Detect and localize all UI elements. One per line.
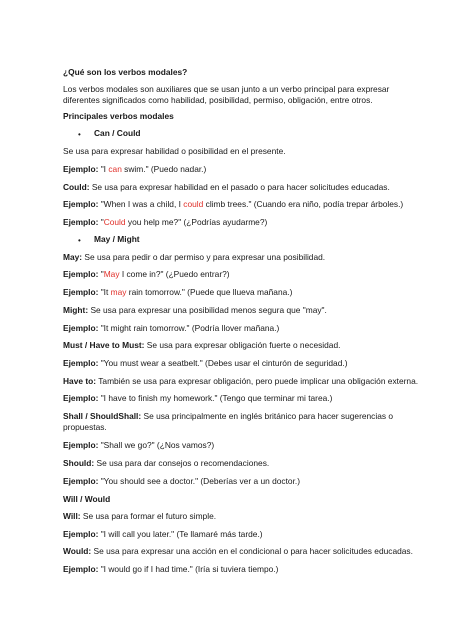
bullet-dot: • bbox=[78, 130, 81, 139]
definition-text: Se usa para expresar una posibilidad menos segura que "may". bbox=[88, 305, 327, 315]
example-label: Ejemplo: bbox=[63, 564, 99, 574]
example-pre: " bbox=[98, 217, 104, 227]
example-pre: "When I was a child, I bbox=[98, 199, 184, 209]
could-definition bbox=[63, 182, 390, 193]
example-label: Ejemplo: bbox=[63, 269, 99, 279]
example-post: rain tomorrow." (Puede que llueva mañana.) bbox=[126, 287, 293, 297]
example-could-past bbox=[63, 199, 403, 210]
example-text: "It might rain tomorrow." (Podría llover mañana.) bbox=[98, 323, 280, 333]
example-label: Ejemplo: bbox=[63, 217, 99, 227]
example-pre: "I bbox=[98, 164, 109, 174]
example-shall bbox=[63, 440, 214, 451]
modal-highlight: Could bbox=[103, 217, 126, 227]
definition-text: Se usa para expresar obligación fuerte o necesidad. bbox=[144, 340, 341, 350]
definition-label: Should: bbox=[63, 458, 95, 468]
section-heading: Principales verbos modales bbox=[63, 111, 174, 121]
example-label: Ejemplo: bbox=[63, 476, 99, 486]
will-definition bbox=[63, 511, 216, 522]
example-may-permission bbox=[63, 269, 230, 280]
would-definition bbox=[63, 546, 413, 557]
modal-highlight: could bbox=[183, 199, 204, 209]
example-have-to bbox=[63, 393, 332, 404]
should-definition bbox=[63, 458, 269, 469]
have-to-definition bbox=[63, 376, 418, 387]
definition-label: Might: bbox=[63, 305, 89, 315]
definition-text: Se usa para dar consejos o recomendaciones. bbox=[94, 458, 270, 468]
definition-label: Will: bbox=[63, 511, 81, 521]
bullet-may-might: May / Might bbox=[94, 234, 140, 244]
bullet-dot: • bbox=[78, 236, 81, 245]
definition-text: Se usa para pedir o dar permiso y para expresar una posibilidad. bbox=[82, 252, 326, 262]
definition-label: Could: bbox=[63, 182, 90, 192]
modal-highlight: may bbox=[110, 287, 127, 297]
example-label: Ejemplo: bbox=[63, 393, 99, 403]
example-text: "I will call you later." (Te llamaré más tarde.) bbox=[98, 529, 263, 539]
example-post: climb trees." (Cuando era niño, podía trepar árboles.) bbox=[203, 199, 404, 209]
doc-title: ¿Qué son los verbos modales? bbox=[63, 67, 188, 77]
modal-highlight: can bbox=[108, 164, 122, 174]
definition-text: Se usa principalmente en inglés británico para hacer sugerencias o propuestas. bbox=[63, 411, 394, 432]
example-label: Ejemplo: bbox=[63, 529, 99, 539]
example-could-request bbox=[63, 217, 267, 228]
example-must bbox=[63, 358, 348, 369]
example-text: "You must wear a seatbelt." (Debes usar el cinturón de seguridad.) bbox=[98, 358, 348, 368]
example-text: "Shall we go?" (¿Nos vamos?) bbox=[98, 440, 215, 450]
example-pre: " bbox=[98, 269, 104, 279]
example-label: Ejemplo: bbox=[63, 164, 99, 174]
modal-highlight: May bbox=[103, 269, 120, 279]
example-should bbox=[63, 476, 300, 487]
definition-label: Would: bbox=[63, 546, 92, 556]
definition-label: Have to: bbox=[63, 376, 97, 386]
definition-text: También se usa para expresar obligación, pero puede implicar una obligación externa. bbox=[96, 376, 419, 386]
might-definition bbox=[63, 305, 327, 316]
definition-label: May: bbox=[63, 252, 83, 262]
may-definition bbox=[63, 252, 325, 263]
example-would bbox=[63, 564, 278, 575]
example-label: Ejemplo: bbox=[63, 323, 99, 333]
definition-text: Se usa para expresar una acción en el condicional o para hacer solicitudes educadas. bbox=[91, 546, 413, 556]
example-label: Ejemplo: bbox=[63, 199, 99, 209]
example-can bbox=[63, 164, 206, 175]
example-post: I come in?" (¿Puedo entrar?) bbox=[119, 269, 230, 279]
example-post: you help me?" (¿Podrías ayudarme?) bbox=[125, 217, 268, 227]
example-text: "I would go if I had time." (Iría si tuviera tiempo.) bbox=[98, 564, 279, 574]
definition-text: Se usa para formar el futuro simple. bbox=[80, 511, 217, 521]
example-label: Ejemplo: bbox=[63, 440, 99, 450]
shall-definition bbox=[63, 411, 423, 433]
example-may-possibility bbox=[63, 287, 292, 298]
example-will bbox=[63, 529, 263, 540]
will-would-heading: Will / Would bbox=[63, 494, 111, 504]
bullet-can-could: Can / Could bbox=[94, 128, 141, 138]
example-pre: "It bbox=[98, 287, 111, 297]
example-text: "I have to finish my homework." (Tengo que terminar mi tarea.) bbox=[98, 393, 333, 403]
example-text: "You should see a doctor." (Deberías ver a un doctor.) bbox=[98, 476, 301, 486]
definition-label: Must / Have to Must: bbox=[63, 340, 145, 350]
can-desc: Se usa para expresar habilidad o posibilidad en el presente. bbox=[63, 146, 286, 156]
example-label: Ejemplo: bbox=[63, 287, 99, 297]
definition-label: Shall / ShouldShall: bbox=[63, 411, 142, 421]
intro-paragraph: Los verbos modales son auxiliares que se usan junto a un verbo principal para expresar diferentes significados como habilidad, posibilidad, permiso, obligación, entre otros. bbox=[63, 84, 390, 105]
example-might bbox=[63, 323, 279, 334]
example-post: swim." (Puedo nadar.) bbox=[121, 164, 207, 174]
example-label: Ejemplo: bbox=[63, 358, 99, 368]
definition-text: Se usa para expresar habilidad en el pasado o para hacer solicitudes educadas. bbox=[89, 182, 390, 192]
must-definition bbox=[63, 340, 340, 351]
